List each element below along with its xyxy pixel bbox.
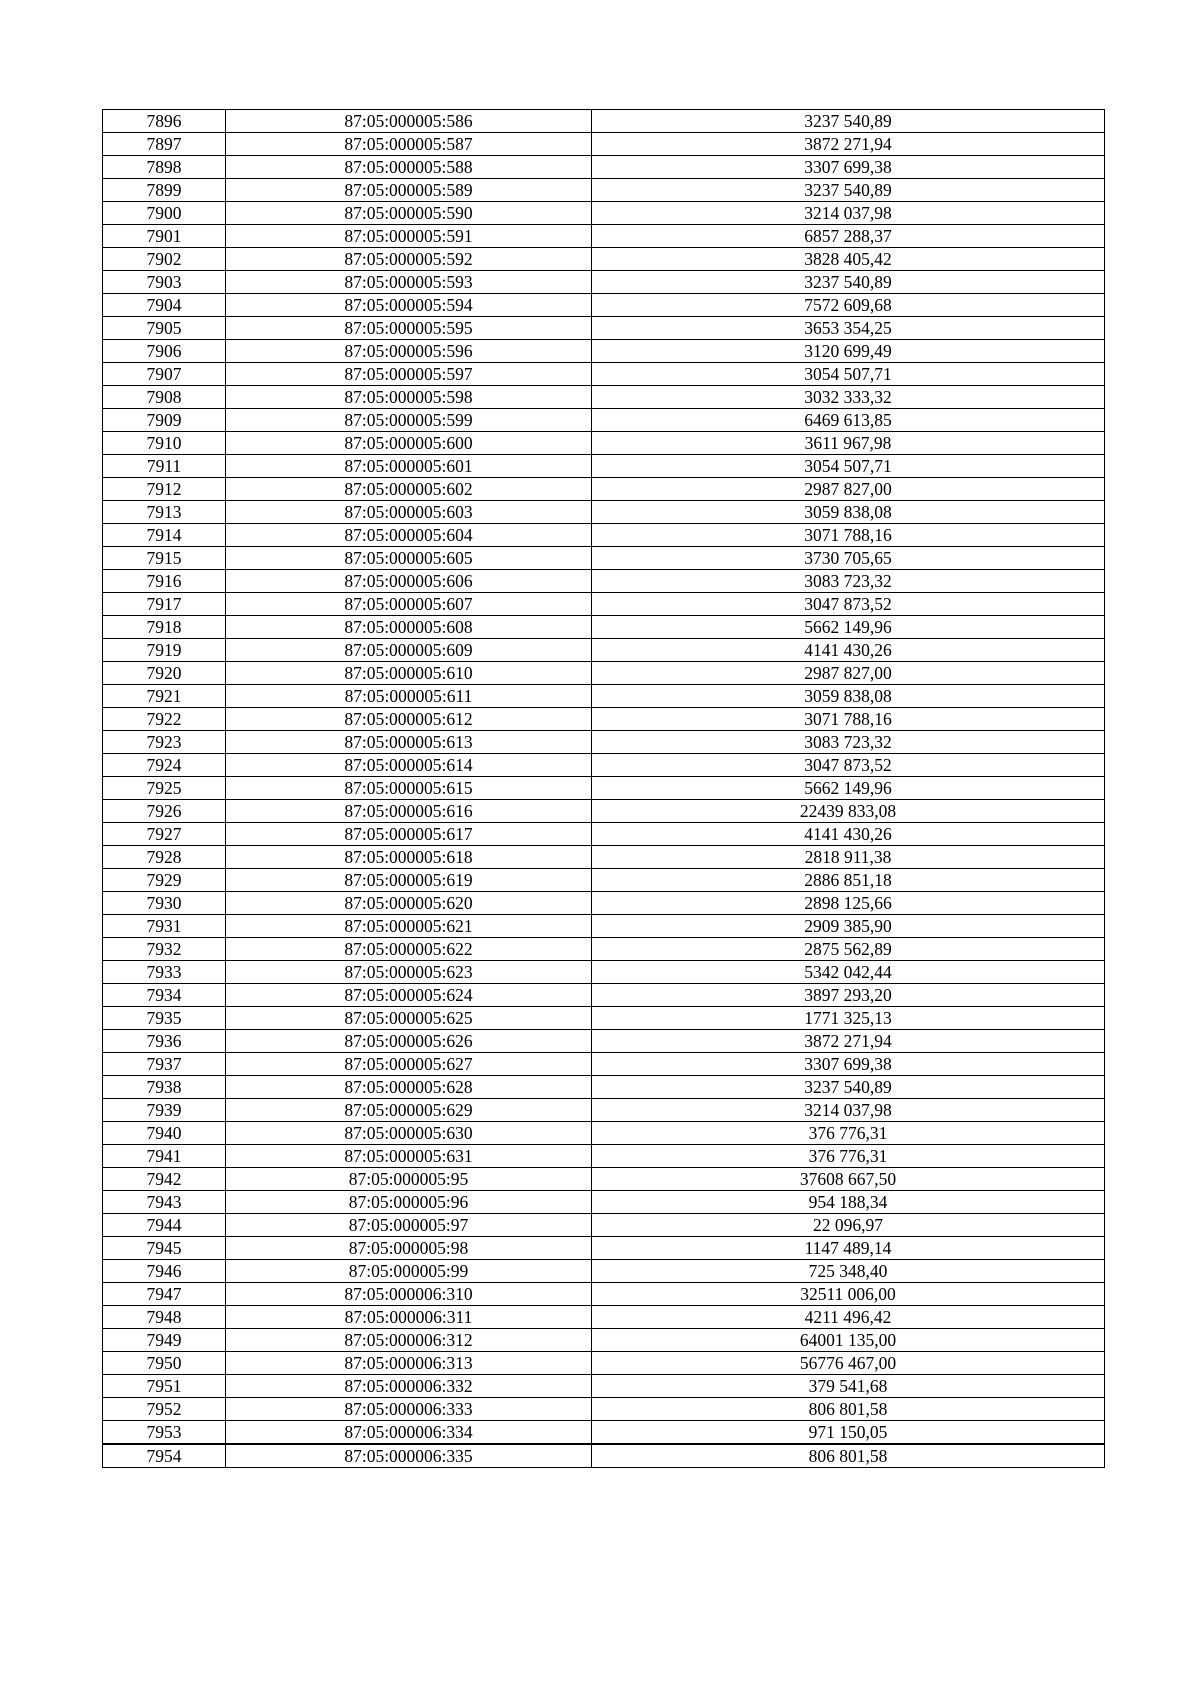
cadastral-number-cell: 87:05:000005:621 <box>226 915 592 938</box>
table-row <box>103 1030 1105 1053</box>
table-row <box>103 593 1105 616</box>
cadastral-value-cell: 2886 851,18 <box>592 869 1105 892</box>
cadastral-number-cell: 87:05:000006:312 <box>226 1329 592 1352</box>
row-number-cell: 7948 <box>103 1306 226 1329</box>
cadastral-number-cell: 87:05:000006:334 <box>226 1421 592 1445</box>
row-number-cell: 7940 <box>103 1122 226 1145</box>
table-row <box>103 777 1105 800</box>
table-row <box>103 961 1105 984</box>
cadastral-number-cell: 87:05:000005:599 <box>226 409 592 432</box>
row-number-cell: 7900 <box>103 202 226 225</box>
row-number-cell: 7925 <box>103 777 226 800</box>
row-number-cell: 7942 <box>103 1168 226 1191</box>
cadastral-value-cell: 3071 788,16 <box>592 708 1105 731</box>
cadastral-number-cell: 87:05:000005:608 <box>226 616 592 639</box>
cadastral-number-cell: 87:05:000005:586 <box>226 110 592 133</box>
table-row <box>103 1053 1105 1076</box>
cadastral-number-cell: 87:05:000005:590 <box>226 202 592 225</box>
row-number-cell: 7950 <box>103 1352 226 1375</box>
row-number-cell: 7939 <box>103 1099 226 1122</box>
table-row <box>103 1260 1105 1283</box>
cadastral-number-cell: 87:05:000005:594 <box>226 294 592 317</box>
cadastral-value-cell: 56776 467,00 <box>592 1352 1105 1375</box>
cadastral-value-cell: 3307 699,38 <box>592 1053 1105 1076</box>
row-number-cell: 7935 <box>103 1007 226 1030</box>
cadastral-number-cell: 87:05:000005:591 <box>226 225 592 248</box>
row-number-cell: 7938 <box>103 1076 226 1099</box>
cadastral-number-cell: 87:05:000005:589 <box>226 179 592 202</box>
cadastral-value-cell: 3237 540,89 <box>592 110 1105 133</box>
table-row <box>103 455 1105 478</box>
cadastral-number-cell: 87:05:000005:614 <box>226 754 592 777</box>
row-number-cell: 7928 <box>103 846 226 869</box>
cadastral-value-cell: 971 150,05 <box>592 1421 1105 1445</box>
table-row <box>103 685 1105 708</box>
row-number-cell: 7919 <box>103 639 226 662</box>
cadastral-value-cell: 376 776,31 <box>592 1145 1105 1168</box>
table-row <box>103 570 1105 593</box>
row-number-cell: 7926 <box>103 800 226 823</box>
table-row <box>103 432 1105 455</box>
table-row <box>103 156 1105 179</box>
table-row <box>103 225 1105 248</box>
cadastral-number-cell: 87:05:000005:624 <box>226 984 592 1007</box>
cadastral-number-cell: 87:05:000005:609 <box>226 639 592 662</box>
cadastral-number-cell: 87:05:000005:602 <box>226 478 592 501</box>
cadastral-value-cell: 3214 037,98 <box>592 202 1105 225</box>
cadastral-value-cell: 376 776,31 <box>592 1122 1105 1145</box>
cadastral-value-cell: 4141 430,26 <box>592 639 1105 662</box>
table-row <box>103 1214 1105 1237</box>
table-row <box>103 1444 1105 1468</box>
table-row <box>103 1283 1105 1306</box>
cadastral-value-cell: 2909 385,90 <box>592 915 1105 938</box>
cadastral-value-cell: 3653 354,25 <box>592 317 1105 340</box>
cadastral-value-cell: 3872 271,94 <box>592 1030 1105 1053</box>
cadastral-value-cell: 37608 667,50 <box>592 1168 1105 1191</box>
table-row <box>103 1076 1105 1099</box>
cadastral-value-cell: 806 801,58 <box>592 1398 1105 1421</box>
row-number-cell: 7922 <box>103 708 226 731</box>
cadastral-number-cell: 87:05:000005:613 <box>226 731 592 754</box>
row-number-cell: 7954 <box>103 1444 226 1468</box>
cadastral-value-cell: 3611 967,98 <box>592 432 1105 455</box>
table-row <box>103 1398 1105 1421</box>
cadastral-value-cell: 3897 293,20 <box>592 984 1105 1007</box>
table-row <box>103 409 1105 432</box>
table-row <box>103 1237 1105 1260</box>
row-number-cell: 7937 <box>103 1053 226 1076</box>
cadastral-number-cell: 87:05:000006:332 <box>226 1375 592 1398</box>
table-row <box>103 271 1105 294</box>
cadastral-value-cell: 3120 699,49 <box>592 340 1105 363</box>
cadastral-number-cell: 87:05:000005:593 <box>226 271 592 294</box>
cadastral-value-cell: 2818 911,38 <box>592 846 1105 869</box>
cadastral-number-cell: 87:05:000005:600 <box>226 432 592 455</box>
cadastral-value-cell: 3059 838,08 <box>592 501 1105 524</box>
cadastral-value-cell: 7572 609,68 <box>592 294 1105 317</box>
row-number-cell: 7905 <box>103 317 226 340</box>
cadastral-number-cell: 87:05:000005:626 <box>226 1030 592 1053</box>
cadastral-number-cell: 87:05:000005:615 <box>226 777 592 800</box>
cadastral-value-cell: 3047 873,52 <box>592 593 1105 616</box>
row-number-cell: 7927 <box>103 823 226 846</box>
cadastral-value-cell: 1771 325,13 <box>592 1007 1105 1030</box>
cadastral-number-cell: 87:05:000005:631 <box>226 1145 592 1168</box>
table-row <box>103 179 1105 202</box>
cadastral-number-cell: 87:05:000005:98 <box>226 1237 592 1260</box>
table-row <box>103 1122 1105 1145</box>
table-row <box>103 1306 1105 1329</box>
table-row <box>103 1191 1105 1214</box>
row-number-cell: 7917 <box>103 593 226 616</box>
table-row <box>103 363 1105 386</box>
row-number-cell: 7952 <box>103 1398 226 1421</box>
cadastral-number-cell: 87:05:000005:612 <box>226 708 592 731</box>
cadastral-value-cell: 4141 430,26 <box>592 823 1105 846</box>
table-row <box>103 869 1105 892</box>
row-number-cell: 7914 <box>103 524 226 547</box>
table-row <box>103 524 1105 547</box>
cadastral-number-cell: 87:05:000005:617 <box>226 823 592 846</box>
cadastral-number-cell: 87:05:000006:333 <box>226 1398 592 1421</box>
cadastral-value-cell: 2875 562,89 <box>592 938 1105 961</box>
row-number-cell: 7932 <box>103 938 226 961</box>
row-number-cell: 7915 <box>103 547 226 570</box>
row-number-cell: 7918 <box>103 616 226 639</box>
cadastral-value-cell: 3237 540,89 <box>592 179 1105 202</box>
cadastral-number-cell: 87:05:000005:625 <box>226 1007 592 1030</box>
cadastral-value-cell: 2898 125,66 <box>592 892 1105 915</box>
row-number-cell: 7945 <box>103 1237 226 1260</box>
table-row <box>103 317 1105 340</box>
cadastral-value-cell: 954 188,34 <box>592 1191 1105 1214</box>
cadastral-value-cell: 3730 705,65 <box>592 547 1105 570</box>
cadastral-number-cell: 87:05:000005:607 <box>226 593 592 616</box>
cadastral-value-cell: 379 541,68 <box>592 1375 1105 1398</box>
row-number-cell: 7933 <box>103 961 226 984</box>
row-number-cell: 7946 <box>103 1260 226 1283</box>
table-row <box>103 800 1105 823</box>
row-number-cell: 7897 <box>103 133 226 156</box>
cadastral-number-cell: 87:05:000006:313 <box>226 1352 592 1375</box>
cadastral-value-cell: 3083 723,32 <box>592 731 1105 754</box>
row-number-cell: 7921 <box>103 685 226 708</box>
cadastral-number-cell: 87:05:000005:630 <box>226 1122 592 1145</box>
cadastral-number-cell: 87:05:000005:96 <box>226 1191 592 1214</box>
row-number-cell: 7930 <box>103 892 226 915</box>
cadastral-value-cell: 3237 540,89 <box>592 1076 1105 1099</box>
row-number-cell: 7943 <box>103 1191 226 1214</box>
cadastral-value-cell: 806 801,58 <box>592 1444 1105 1468</box>
table-row <box>103 984 1105 1007</box>
cadastral-number-cell: 87:05:000006:310 <box>226 1283 592 1306</box>
row-number-cell: 7912 <box>103 478 226 501</box>
cadastral-number-cell: 87:05:000005:95 <box>226 1168 592 1191</box>
table-row <box>103 1375 1105 1398</box>
cadastral-value-cell: 22439 833,08 <box>592 800 1105 823</box>
cadastral-value-cell: 3071 788,16 <box>592 524 1105 547</box>
cadastral-number-cell: 87:05:000005:595 <box>226 317 592 340</box>
table-row <box>103 1099 1105 1122</box>
table-row <box>103 1145 1105 1168</box>
cadastral-number-cell: 87:05:000005:603 <box>226 501 592 524</box>
cadastral-number-cell: 87:05:000005:620 <box>226 892 592 915</box>
table-row <box>103 110 1105 133</box>
cadastral-number-cell: 87:05:000005:598 <box>226 386 592 409</box>
cadastral-number-cell: 87:05:000005:97 <box>226 1214 592 1237</box>
cadastral-value-cell: 64001 135,00 <box>592 1329 1105 1352</box>
cadastral-value-cell: 32511 006,00 <box>592 1283 1105 1306</box>
row-number-cell: 7896 <box>103 110 226 133</box>
table-row <box>103 731 1105 754</box>
cadastral-number-cell: 87:05:000005:627 <box>226 1053 592 1076</box>
cadastral-number-cell: 87:05:000005:99 <box>226 1260 592 1283</box>
table-row <box>103 202 1105 225</box>
cadastral-value-table <box>102 109 1105 1468</box>
row-number-cell: 7913 <box>103 501 226 524</box>
cadastral-value-cell: 3828 405,42 <box>592 248 1105 271</box>
cadastral-value-cell: 3054 507,71 <box>592 455 1105 478</box>
table-body <box>103 110 1105 1468</box>
table-row <box>103 823 1105 846</box>
table-row <box>103 1352 1105 1375</box>
table-row <box>103 386 1105 409</box>
cadastral-number-cell: 87:05:000005:606 <box>226 570 592 593</box>
cadastral-value-cell: 5342 042,44 <box>592 961 1105 984</box>
table-row <box>103 616 1105 639</box>
row-number-cell: 7901 <box>103 225 226 248</box>
cadastral-number-cell: 87:05:000005:604 <box>226 524 592 547</box>
row-number-cell: 7941 <box>103 1145 226 1168</box>
row-number-cell: 7909 <box>103 409 226 432</box>
row-number-cell: 7898 <box>103 156 226 179</box>
table-row <box>103 248 1105 271</box>
cadastral-value-cell: 6469 613,85 <box>592 409 1105 432</box>
row-number-cell: 7924 <box>103 754 226 777</box>
row-number-cell: 7947 <box>103 1283 226 1306</box>
row-number-cell: 7929 <box>103 869 226 892</box>
cadastral-value-cell: 22 096,97 <box>592 1214 1105 1237</box>
cadastral-value-cell: 5662 149,96 <box>592 616 1105 639</box>
cadastral-number-cell: 87:05:000005:623 <box>226 961 592 984</box>
cadastral-value-cell: 2987 827,00 <box>592 662 1105 685</box>
table-row <box>103 1007 1105 1030</box>
table-row <box>103 133 1105 156</box>
table-row <box>103 754 1105 777</box>
row-number-cell: 7936 <box>103 1030 226 1053</box>
row-number-cell: 7907 <box>103 363 226 386</box>
table-row <box>103 294 1105 317</box>
table-row <box>103 662 1105 685</box>
row-number-cell: 7903 <box>103 271 226 294</box>
cadastral-value-cell: 725 348,40 <box>592 1260 1105 1283</box>
cadastral-value-cell: 3307 699,38 <box>592 156 1105 179</box>
cadastral-number-cell: 87:05:000005:605 <box>226 547 592 570</box>
cadastral-value-cell: 3059 838,08 <box>592 685 1105 708</box>
cadastral-number-cell: 87:05:000005:597 <box>226 363 592 386</box>
row-number-cell: 7920 <box>103 662 226 685</box>
table-row <box>103 1168 1105 1191</box>
row-number-cell: 7911 <box>103 455 226 478</box>
cadastral-value-cell: 3083 723,32 <box>592 570 1105 593</box>
cadastral-value-cell: 1147 489,14 <box>592 1237 1105 1260</box>
cadastral-number-cell: 87:05:000005:616 <box>226 800 592 823</box>
table-row <box>103 1421 1105 1445</box>
row-number-cell: 7902 <box>103 248 226 271</box>
table-row <box>103 846 1105 869</box>
cadastral-number-cell: 87:05:000005:618 <box>226 846 592 869</box>
cadastral-value-cell: 5662 149,96 <box>592 777 1105 800</box>
cadastral-number-cell: 87:05:000005:619 <box>226 869 592 892</box>
cadastral-number-cell: 87:05:000005:628 <box>226 1076 592 1099</box>
cadastral-number-cell: 87:05:000005:622 <box>226 938 592 961</box>
row-number-cell: 7944 <box>103 1214 226 1237</box>
row-number-cell: 7899 <box>103 179 226 202</box>
table-row <box>103 501 1105 524</box>
cadastral-number-cell: 87:05:000005:610 <box>226 662 592 685</box>
row-number-cell: 7910 <box>103 432 226 455</box>
row-number-cell: 7949 <box>103 1329 226 1352</box>
row-number-cell: 7906 <box>103 340 226 363</box>
row-number-cell: 7934 <box>103 984 226 1007</box>
cadastral-number-cell: 87:05:000005:592 <box>226 248 592 271</box>
row-number-cell: 7908 <box>103 386 226 409</box>
cadastral-value-cell: 3047 873,52 <box>592 754 1105 777</box>
cadastral-number-cell: 87:05:000006:335 <box>226 1444 592 1468</box>
row-number-cell: 7951 <box>103 1375 226 1398</box>
table-row <box>103 915 1105 938</box>
table-row <box>103 639 1105 662</box>
table-row <box>103 340 1105 363</box>
table-row <box>103 708 1105 731</box>
row-number-cell: 7916 <box>103 570 226 593</box>
row-number-cell: 7931 <box>103 915 226 938</box>
table-row <box>103 938 1105 961</box>
row-number-cell: 7953 <box>103 1421 226 1445</box>
cadastral-value-cell: 3054 507,71 <box>592 363 1105 386</box>
table-row <box>103 1329 1105 1352</box>
cadastral-number-cell: 87:05:000005:611 <box>226 685 592 708</box>
row-number-cell: 7923 <box>103 731 226 754</box>
cadastral-value-cell: 6857 288,37 <box>592 225 1105 248</box>
cadastral-value-cell: 4211 496,42 <box>592 1306 1105 1329</box>
cadastral-value-cell: 3214 037,98 <box>592 1099 1105 1122</box>
cadastral-number-cell: 87:05:000005:596 <box>226 340 592 363</box>
row-number-cell: 7904 <box>103 294 226 317</box>
table-row <box>103 478 1105 501</box>
cadastral-number-cell: 87:05:000005:629 <box>226 1099 592 1122</box>
table-row <box>103 547 1105 570</box>
cadastral-value-cell: 3872 271,94 <box>592 133 1105 156</box>
cadastral-number-cell: 87:05:000005:587 <box>226 133 592 156</box>
cadastral-number-cell: 87:05:000006:311 <box>226 1306 592 1329</box>
table-row <box>103 892 1105 915</box>
cadastral-number-cell: 87:05:000005:601 <box>226 455 592 478</box>
cadastral-value-cell: 2987 827,00 <box>592 478 1105 501</box>
cadastral-value-cell: 3237 540,89 <box>592 271 1105 294</box>
cadastral-value-cell: 3032 333,32 <box>592 386 1105 409</box>
cadastral-number-cell: 87:05:000005:588 <box>226 156 592 179</box>
